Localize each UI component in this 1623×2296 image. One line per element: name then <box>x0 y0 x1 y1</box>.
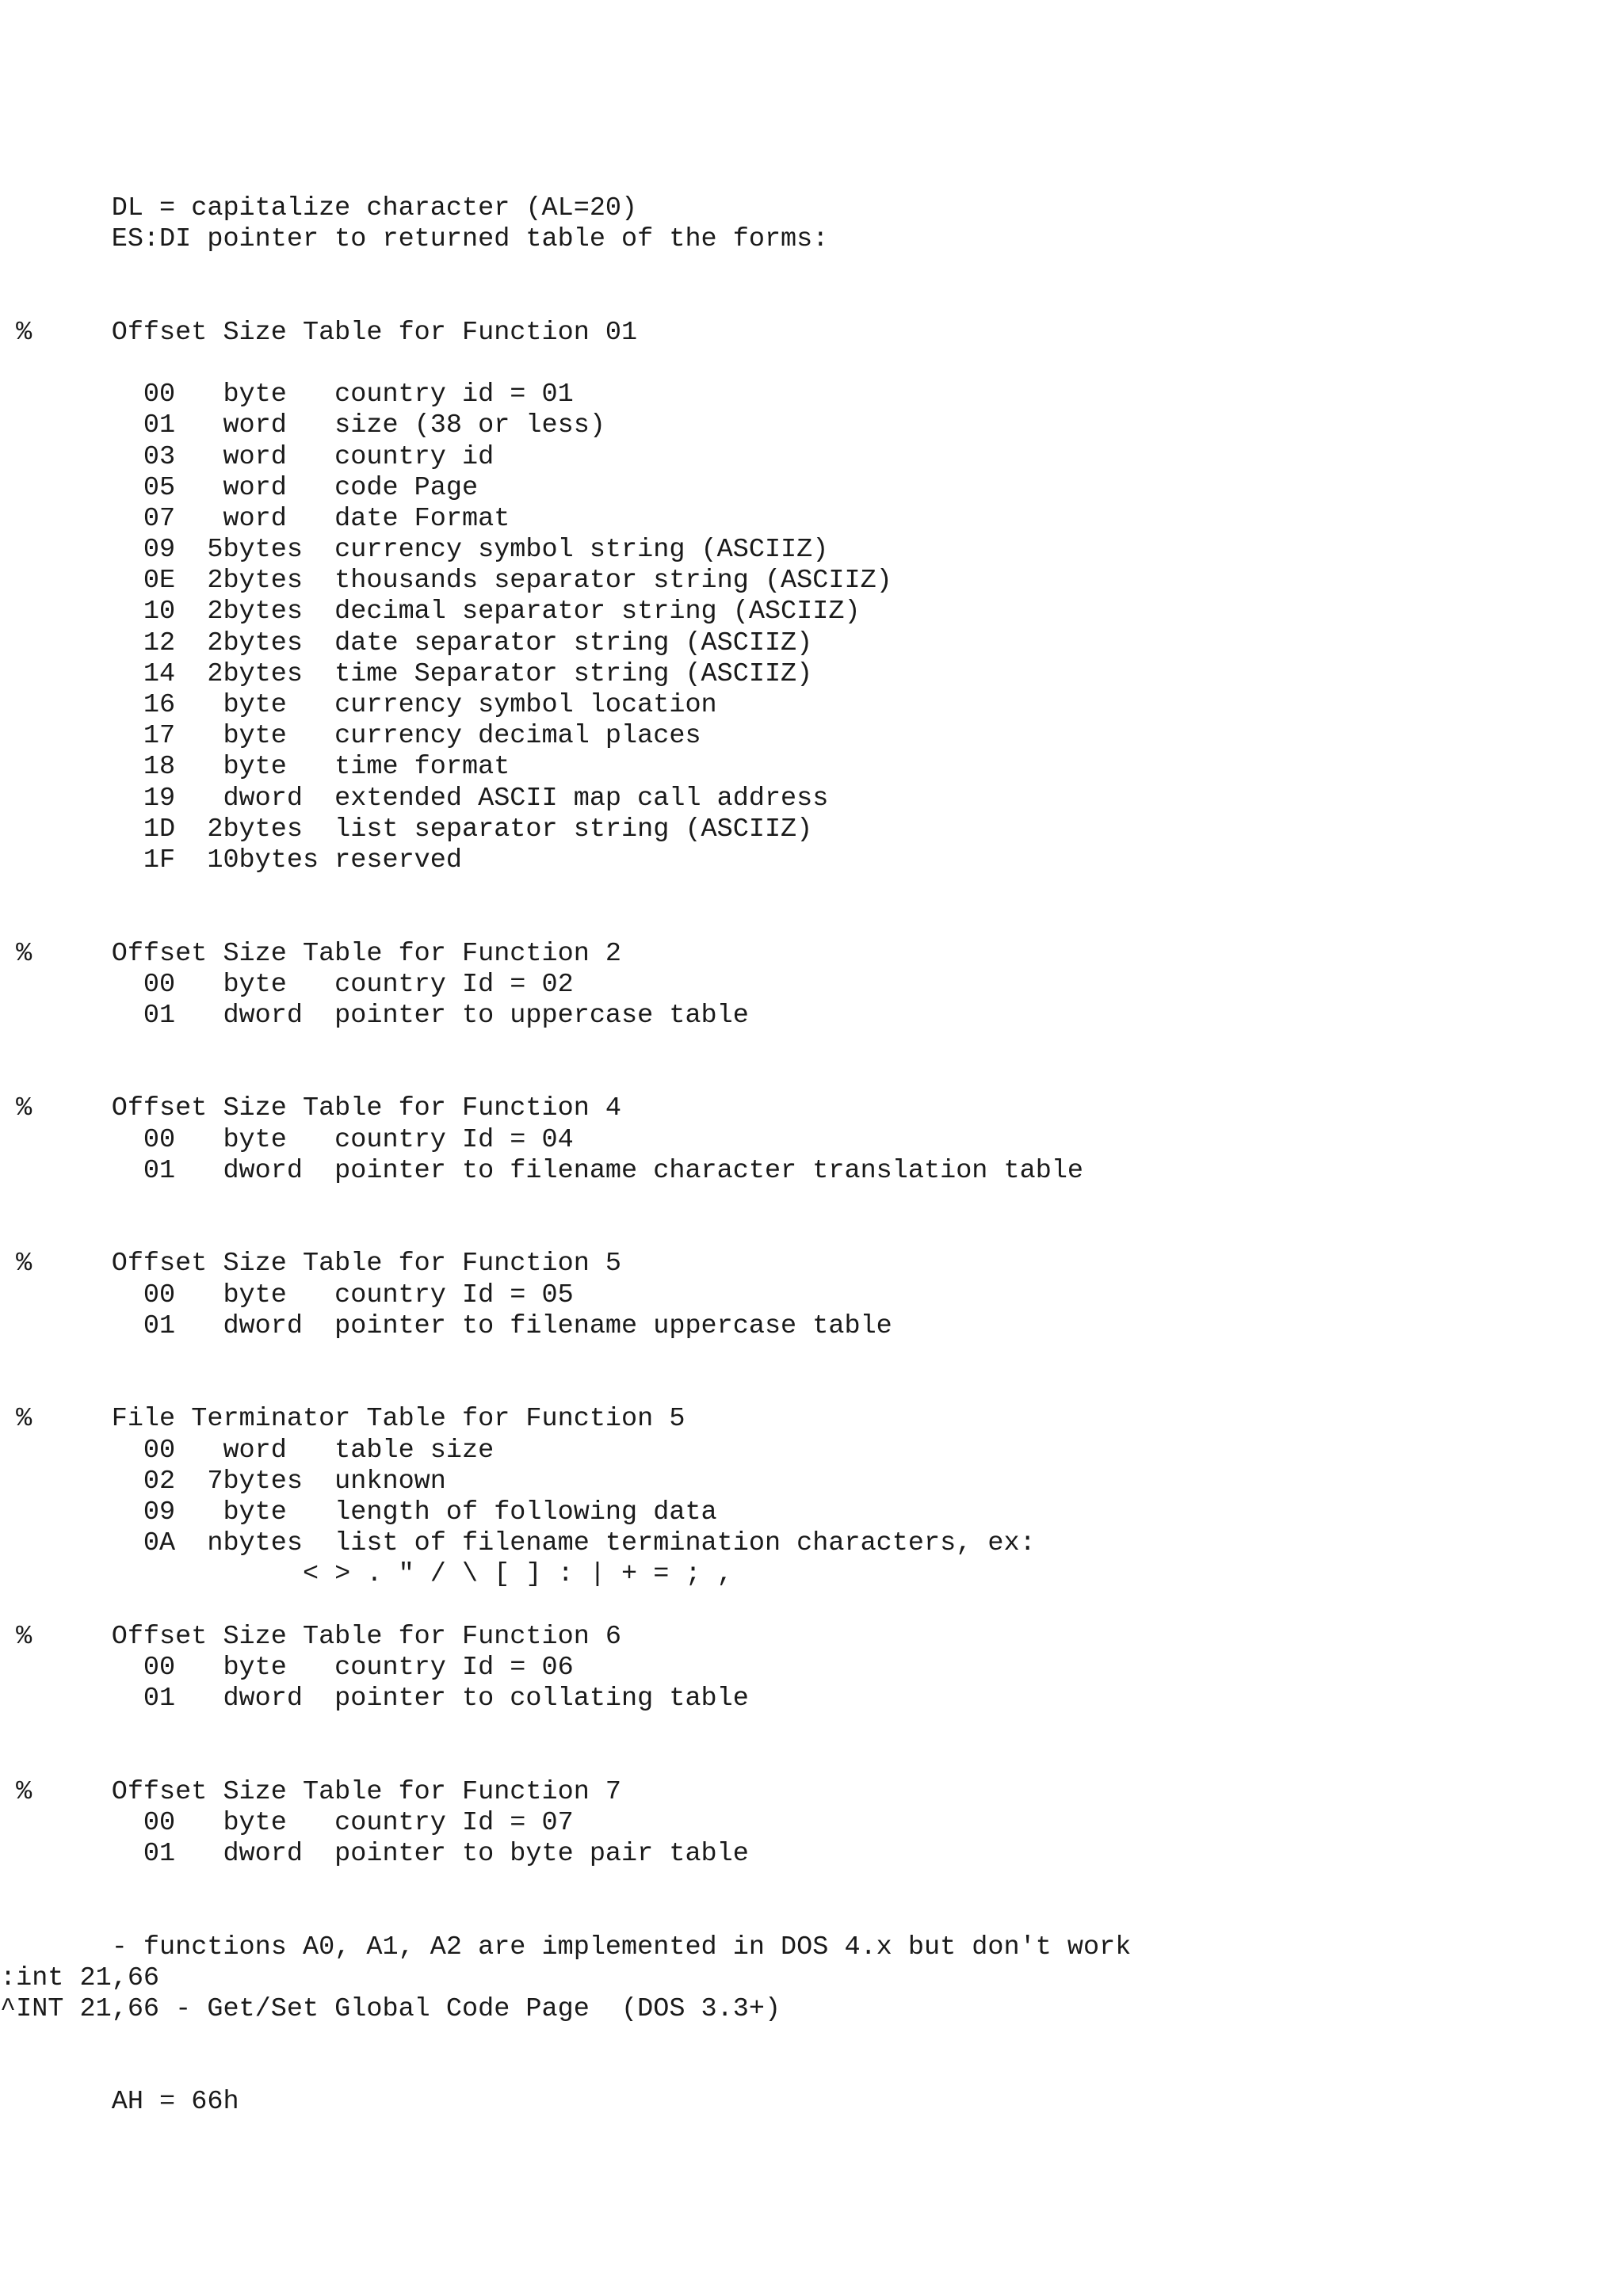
note-line: - functions A0, A1, A2 are implemented in DOS 4.x but don't work <box>0 1932 1132 1962</box>
blank-line <box>0 2056 1623 2087</box>
table-row: 00 byte country Id = 02 <box>0 969 574 1000</box>
blank-line <box>0 255 1623 286</box>
table-row: 01 word size (38 or less) <box>0 410 605 441</box>
table-row: 01 dword pointer to byte pair table <box>0 1838 749 1869</box>
table-row: 16 byte currency symbol location <box>0 690 717 720</box>
table-row: 07 word date Format <box>0 503 510 534</box>
topic-tag-line: :int 21,66 <box>0 1962 160 1993</box>
blank-line <box>0 1373 1623 1404</box>
table-row: 00 byte country Id = 06 <box>0 1652 574 1683</box>
topic-title-line: ^INT 21,66 - Get/Set Global Code Page (DOS 3.3+) <box>0 1993 781 2024</box>
blank-line <box>0 1590 1623 1621</box>
table-row: 02 7bytes unknown <box>0 1466 446 1497</box>
blank-line <box>0 349 1623 379</box>
text-line: ES:DI pointer to returned table of the forms: <box>0 224 829 255</box>
section-heading: % Offset Size Table for Function 01 <box>0 317 638 348</box>
table-row: 01 dword pointer to uppercase table <box>0 1000 749 1031</box>
blank-line <box>0 1342 1623 1373</box>
table-row: 09 5bytes currency symbol string (ASCIIZ) <box>0 535 829 566</box>
register-line: AH = 66h <box>0 2087 239 2118</box>
blank-line <box>0 907 1623 938</box>
table-row: 01 dword pointer to filename uppercase table <box>0 1310 892 1341</box>
table-row: 14 2bytes time Separator string (ASCIIZ) <box>0 658 813 689</box>
table-row: 00 byte country Id = 07 <box>0 1807 574 1838</box>
table-row: 00 byte country Id = 04 <box>0 1124 574 1155</box>
blank-line <box>0 287 1623 318</box>
table-row: 18 byte time format <box>0 752 510 783</box>
section-heading: % Offset Size Table for Function 4 <box>0 1093 622 1124</box>
table-row: 10 2bytes decimal separator string (ASCIIZ) <box>0 597 861 627</box>
table-row: 00 byte country Id = 05 <box>0 1280 574 1310</box>
section-heading: % Offset Size Table for Function 2 <box>0 938 622 969</box>
section-heading: % Offset Size Table for Function 7 <box>0 1776 622 1807</box>
table-row: 0A nbytes list of filename termination characters, ex: <box>0 1528 1036 1559</box>
blank-line <box>0 1714 1623 1745</box>
termination-characters-line: < > . " / \ [ ] : | + = ; , <box>0 1559 733 1590</box>
blank-line <box>0 1187 1623 1218</box>
table-row: 12 2bytes date separator string (ASCIIZ) <box>0 627 813 658</box>
table-row: 17 byte currency decimal places <box>0 721 701 752</box>
blank-line <box>0 876 1623 907</box>
blank-line <box>0 2025 1623 2056</box>
blank-line <box>0 1032 1623 1062</box>
text-line: DL = capitalize character (AL=20) <box>0 193 638 223</box>
blank-line <box>0 1901 1623 1932</box>
section-heading: % Offset Size Table for Function 6 <box>0 1621 622 1652</box>
table-row: 19 dword extended ASCII map call address <box>0 783 829 814</box>
table-row: 0E 2bytes thousands separator string (ASCIIZ) <box>0 566 892 597</box>
table-row: 09 byte length of following data <box>0 1497 717 1527</box>
section-heading: % Offset Size Table for Function 5 <box>0 1249 622 1280</box>
document-text <box>0 193 1623 2119</box>
table-row: 1F 10bytes reserved <box>0 845 462 875</box>
blank-line <box>0 1870 1623 1901</box>
blank-line <box>0 1745 1623 1776</box>
table-row: 01 dword pointer to collating table <box>0 1684 749 1714</box>
table-row: 05 word code Page <box>0 472 479 503</box>
blank-line <box>0 1062 1623 1093</box>
table-row: 00 byte country id = 01 <box>0 379 574 410</box>
section-heading: % File Terminator Table for Function 5 <box>0 1404 685 1435</box>
table-row: 00 word table size <box>0 1435 495 1466</box>
table-row: 1D 2bytes list separator string (ASCIIZ) <box>0 814 813 845</box>
blank-line <box>0 1218 1623 1249</box>
table-row: 01 dword pointer to filename character translation table <box>0 1155 1084 1186</box>
table-row: 03 word country id <box>0 441 495 472</box>
